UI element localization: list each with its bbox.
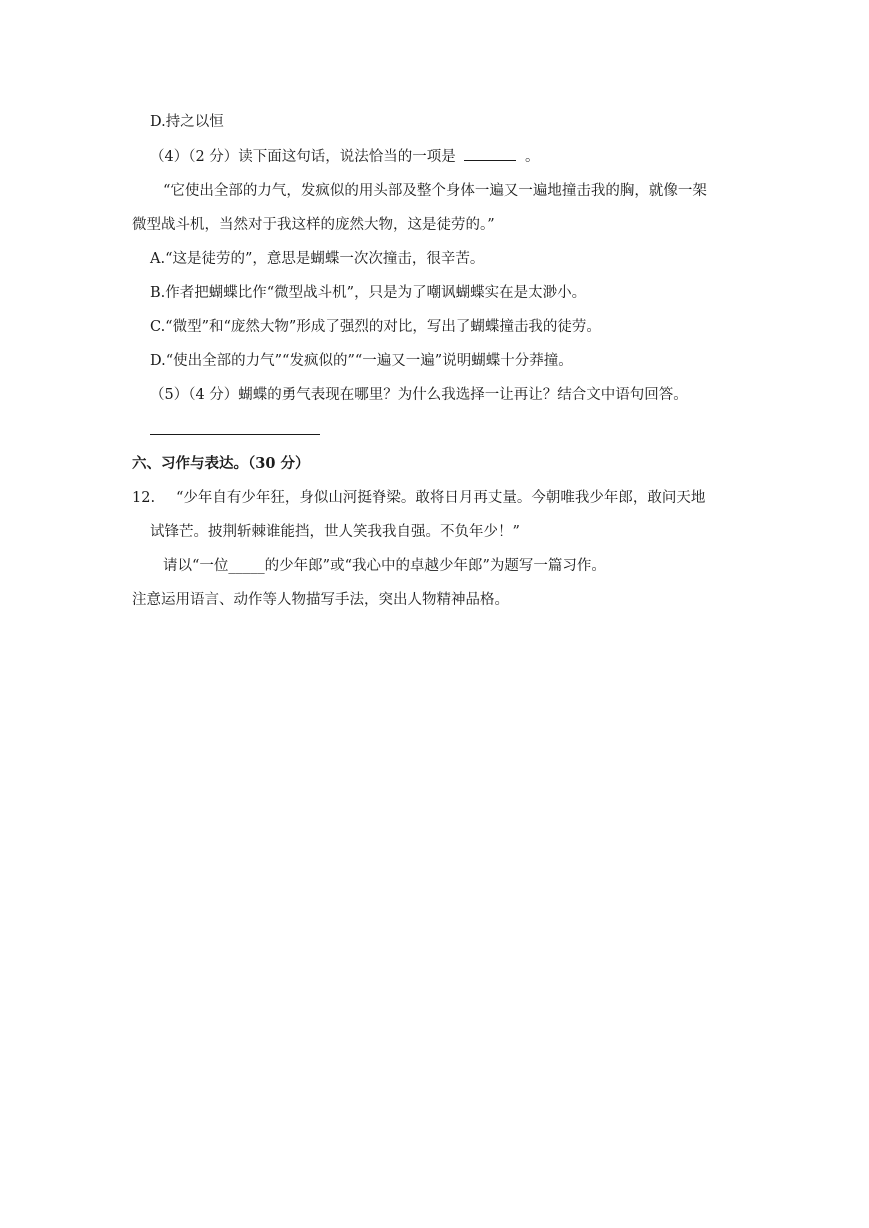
q4-option-b: B.作者把蝴蝶比作“微型战斗机”，只是为了嘲讽蝴蝶实在是太渺小。: [150, 285, 587, 301]
q4-option-d: D.“使出全部的力气”“发疯似的”“一遍又一遍”说明蝴蝶十分莽撞。: [150, 353, 573, 369]
q4-stem-text: （4）（2 分）读下面这句话，说法恰当的一项是: [150, 149, 456, 165]
q12-number: 12.: [132, 490, 156, 506]
q5-answer-line[interactable]: [150, 434, 320, 435]
q12-poem-line2: 试锋芒。披荆斩棘谁能挡，世人笑我我自强。不负年少！”: [150, 524, 520, 540]
q3-option-d: D.持之以恒: [150, 114, 224, 130]
q4-answer-blank[interactable]: [464, 146, 516, 161]
q4-quote-line1: “它使出全部的力气，发疯似的用头部及整个身体一遍又一遍地撞击我的胸，就像一架: [163, 183, 707, 199]
q12-poem-line1: “少年自有少年狂，身似山河挺脊梁。敢将日月再丈量。今朝唯我少年郎，敢问天地: [176, 490, 706, 506]
q4-quote-line2: 微型战斗机，当然对于我这样的庞然大物，这是徒劳的。”: [132, 217, 495, 233]
q4-option-c: C.“微型”和“庞然大物”形成了强烈的对比，写出了蝴蝶撞击我的徒劳。: [150, 319, 601, 335]
q4-stem-end: 。: [525, 149, 540, 165]
q12-prompt: 请以“一位_____的少年郎”或“我心中的卓越少年郎”为题写一篇习作。: [163, 558, 606, 574]
q12-note: 注意运用语言、动作等人物描写手法，突出人物精神品格。: [132, 592, 509, 608]
q5-stem: （5）（4 分）蝴蝶的勇气表现在哪里？为什么我选择一让再让？结合文中语句回答。: [150, 387, 688, 403]
q4-stem: [150, 146, 540, 167]
section6-heading: 六、习作与表达。（30 分）: [132, 455, 310, 472]
q4-option-a: A.“这是徒劳的”，意思是蝴蝶一次次撞击，很辛苦。: [150, 251, 485, 267]
